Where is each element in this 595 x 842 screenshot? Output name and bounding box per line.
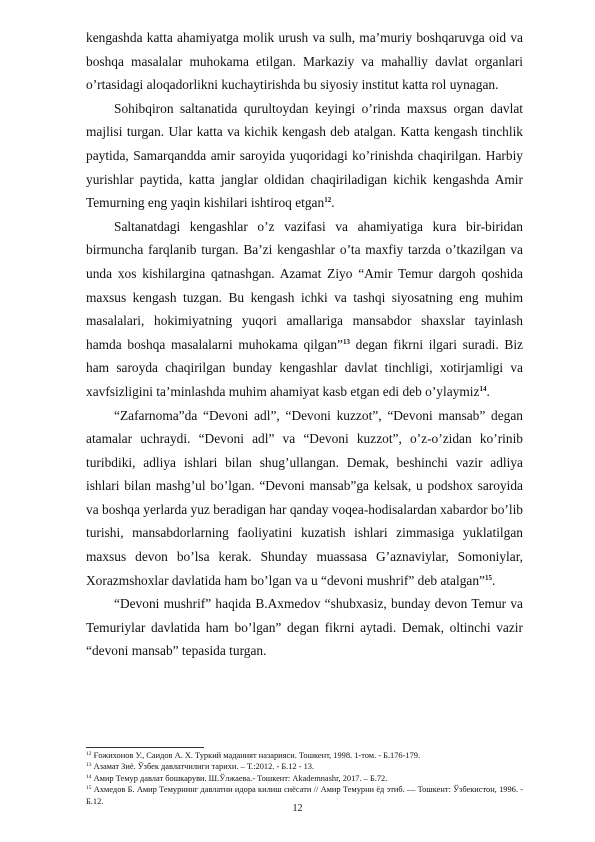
document-body [86,26,523,663]
footnote-number: 12 [86,751,92,757]
paragraph-2-text: Sohibqiron saltanatida qurultoydan keyingi o’rinda maxsus organ davlat majlisi turgan. Ular katta va kichik kengash deb atalgan. Katta kengash tinchlik paytida, Samarqandda amir saroyida yuqoridagi ko’rinishda chaqirilgan. Harbiy yurishlar paytida, katta janglar oldidan chaqiriladigan kichik kengashda Amir Temurning eng yaqin kishilari ishtiroq etgan [86,100,523,211]
footnotes-section [86,750,523,807]
paragraph-3-end: . [486,383,490,399]
footnote-number: 13 [86,762,92,769]
paragraph-1-text: kengashda katta ahamiyatga molik urush va sulh, ma’muriy boshqaruvga oid va boshqa masalalar muhokama etilgan. Markaziy va mahalliy davlat organlari o’rtasidagi aloqadorlikni kuchaytirishda bu siyosiy institut katta rol uynagan. [86,30,523,93]
paragraph-1 [86,26,523,97]
paragraph-5 [86,592,523,663]
footnote-number: 14 [86,773,92,780]
footnote-ref-15[interactable]: 15 [484,573,492,582]
paragraph-3-text-b: degan fikrni ilgari suradi. Biz ham saroyda chaqirilgan bunday kengashlar davlat tinchligi, xotirjamligi va xavfsizligini ta’minlashda muhim ahamiyat kasb etgan edi deb o’ylaymiz [86,336,523,399]
paragraph-2-end: . [331,195,335,211]
footnote-text: Амир Темур давлат бошкаруви. Ш.Ўлжаева.- Тошкент: Akademnashr, 2017. – Б.72. [91,773,388,783]
footnote-12 [86,750,523,761]
footnote-divider [86,747,204,748]
footnote-text: Ахмедов Б. Амир Темурнинг давлатни идора килиш сиёсати // Амир Темурни ёд этиб. — Тошкент: Ўзбекистон, 1996. - Б.12. [86,785,523,806]
footnote-ref-13[interactable]: 13 [342,337,350,346]
footnote-13 [86,761,523,772]
paragraph-4-end: . [491,572,496,588]
paragraph-4 [86,404,523,593]
footnote-text: Ғожихонов У., Саидов А. Х. Туркий маданият назарияси. Тошкент, 1998. 1-том. - Б.176-179. [91,751,421,760]
paragraph-2 [86,97,523,215]
footnote-ref-14[interactable]: 14 [479,384,487,393]
paragraph-4-text: “Zafarnoma”da “Devoni adl”, “Devoni kuzzot”, “Devoni mansab” degan atamalar uchraydi. “Devoni adl” va “Devoni kuzzot”, o’z-o’zidan ko’rinib turibdiki, adliya ishlari bilan shug’ullangan. Demak, beshinchi vazir adliya ishlari bilan mashg’ul bo’lgan. “Devoni mansab”ga kelsak, u podshox saroyida va boshqa yerlarda yuz beradigan har qanday voqea-hodisalardan xabardor bo’lib turishi, mansabdorlarning faoliyatini kuzatish ishlari zimmasiga yuklatilgan maxsus devon bo’lsa kerak. Shunday muassasa G’aznaviylar, Somoniylar, Xorazmshoxlar davlatida ham bo’lgan va u “devoni mushrif” deb atalgan” [86,407,523,588]
footnote-ref-12[interactable]: 12 [324,196,332,205]
paragraph-3-text-a: Saltanatdagi kengashlar o’z vazifasi va ahamiyatiga kura bir-biridan birmuncha farqlanib turgan. Ba’zi kengashlar o’ta maxfiy tarzda o’tkazilgan va unda xos kishilargina qatnashgan. Azamat Ziyo “Amir Temur dargoh qoshida maxsus kengash tuzgan. Bu kengash ichki va tashqi siyosatning eng muhim masalalari, hokimiyatning yuqori amallariga mansabdor shaxslar tayinlash hamda boshqa masalalarni muhokama qilgan” [86,218,523,352]
footnote-14 [86,773,523,784]
page-number: 12 [292,803,303,814]
paragraph-3 [86,215,523,404]
footnote-number: 15 [86,785,92,792]
paragraph-5-text: “Devoni mushrif” haqida B.Axmedov “shubxasiz, bunday devon Temur va Temuriylar davlatida ham bo’lgan” degan fikrni aytadi. Demak, oltinchi vazir “devoni mansab” tepasida turgan. [86,596,523,659]
footnote-text: Азамат Зиё. Ўзбек давлатчилиги тарихи. – Т.:2012. - Б.12 - 13. [91,762,315,772]
